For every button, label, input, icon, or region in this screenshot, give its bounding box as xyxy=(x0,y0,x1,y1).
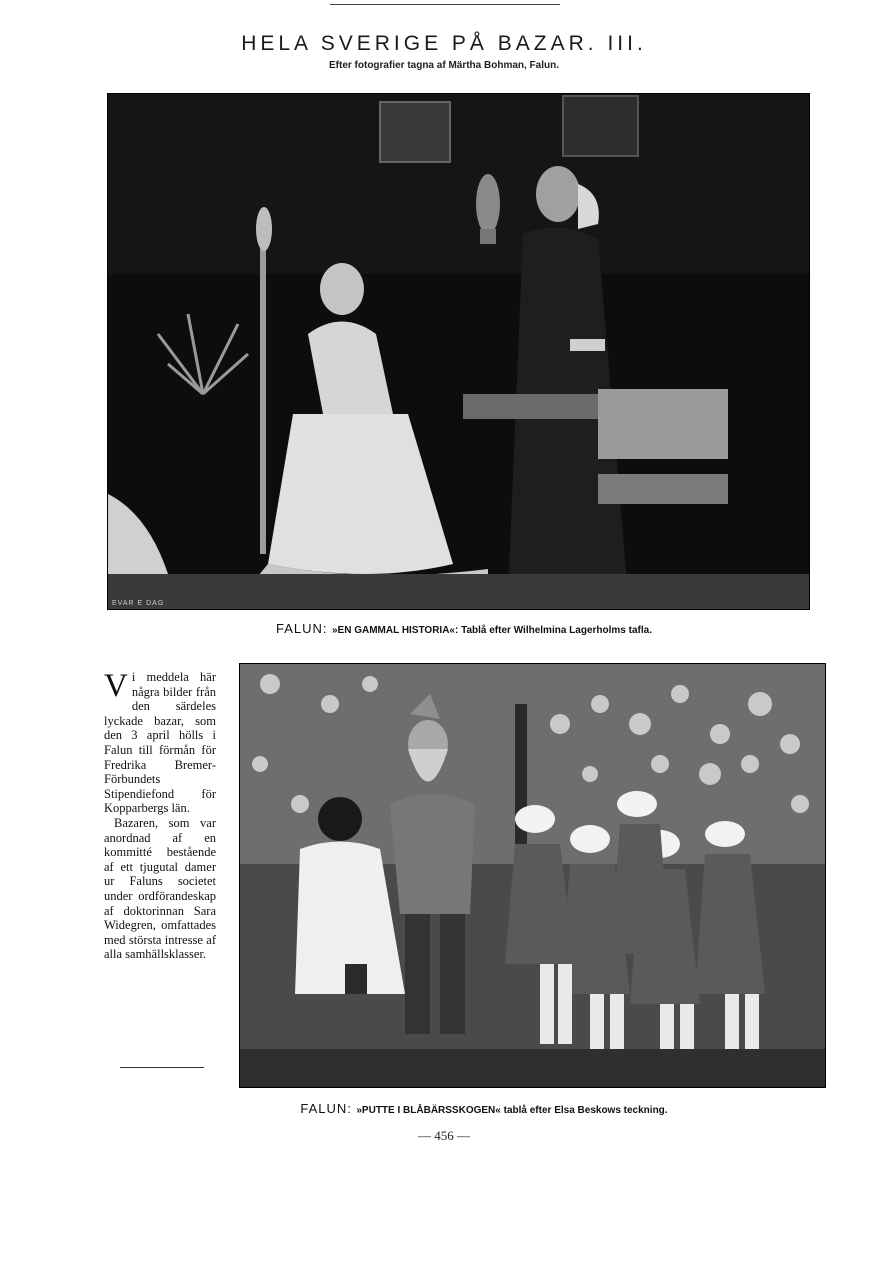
drop-cap: V xyxy=(104,668,128,704)
article-paragraph-1: i meddela här några bilder från den särdeles lyckade bazar, som den 3 april hölls i Falun till förmån för Fredrika Bremer-Förbundets Stipendiefond för Kopparbergs län. xyxy=(104,670,216,816)
photo-forest-scene xyxy=(239,663,826,1088)
page-title: HELA SVERIGE PÅ BAZAR. III. xyxy=(241,32,647,55)
page-number: — 456 — xyxy=(418,1128,470,1143)
article-paragraph-2: Bazaren, som var anordnad af en kommitté bestående af ett tjugutal damer ur Faluns societet under ordförandeskap af doktorinnan Sara Widegren, omfattades med största intresse af alla samhällsklasser. xyxy=(104,815,216,962)
photo-credit: EVAR E DAG xyxy=(112,600,165,607)
figure1-caption xyxy=(0,620,888,638)
figure1-caption-text: »EN GAMMAL HISTORIA«: Tablå efter Wilhelmina Lagerholms tafla. xyxy=(332,625,652,636)
figure2-caption-text: »PUTTE I BLÅBÄRSSKOGEN« tablå efter Elsa Beskows teckning. xyxy=(356,1105,668,1116)
article-column xyxy=(104,670,216,962)
figure1-caption-lead: FALUN: xyxy=(276,621,328,636)
figure2-caption xyxy=(0,1100,888,1118)
article-end-rule xyxy=(120,1067,204,1068)
photo-interior-scene xyxy=(107,93,810,610)
page-subtitle: Efter fotografier tagna af Märtha Bohman, Falun. xyxy=(328,60,560,71)
top-rule xyxy=(330,4,560,5)
figure2-caption-lead: FALUN: xyxy=(300,1101,352,1116)
